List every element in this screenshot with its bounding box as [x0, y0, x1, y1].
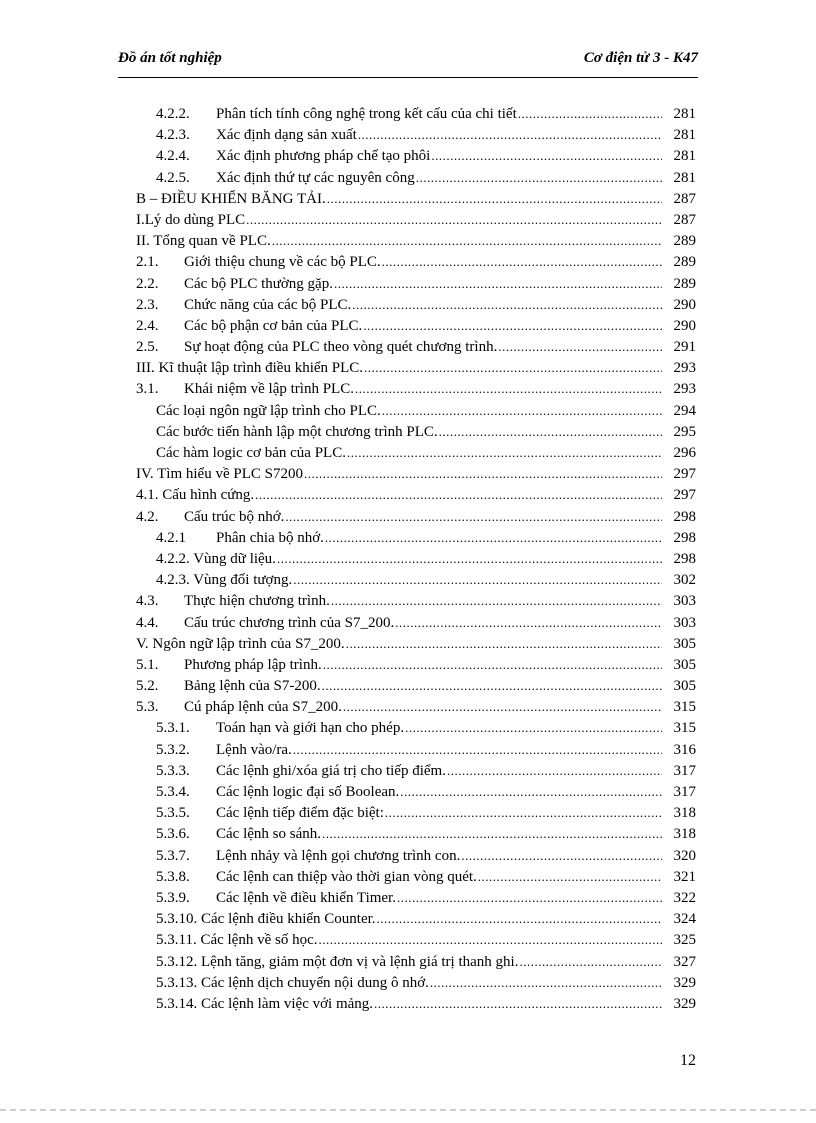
toc-entry-number: 2.4.	[136, 317, 159, 334]
toc-entry-title: III. Kĩ thuật lập trình điều khiển PLC.	[136, 360, 364, 377]
toc-entry	[136, 251, 696, 272]
toc-dot-leader	[346, 633, 662, 655]
toc-entry-title: Giới thiệu chung về các bộ PLC.	[184, 254, 381, 271]
toc-entry-title: II. Tổng quan về PLC.	[136, 233, 271, 250]
toc-entry-page: 305	[673, 635, 696, 652]
toc-entry-number: 2.2.	[136, 275, 159, 292]
toc-entry-page: 296	[673, 445, 696, 461]
page-header	[118, 50, 698, 74]
toc-entry-title: 4.2.3. Vùng đối tượng.	[156, 572, 293, 589]
toc-entry-page: 287	[673, 211, 696, 228]
toc-dot-leader	[395, 612, 662, 634]
toc-entry-title: IV. Tìm hiểu về PLC S7200	[136, 466, 303, 483]
toc-entry-number: 5.3.8.	[156, 868, 190, 885]
toc-dot-leader	[322, 675, 662, 697]
toc-entry-page: 320	[673, 847, 696, 864]
toc-entry-page: 297	[673, 466, 696, 483]
toc-entry-title: Phương pháp lập trình.	[184, 656, 322, 673]
toc-entry	[136, 230, 696, 251]
toc-entry-number: 4.2.2.	[156, 106, 190, 122]
toc-entry-title: Xác định phương pháp chế tạo phôi	[216, 148, 431, 165]
toc-dot-leader	[518, 103, 662, 125]
toc-entry	[136, 696, 696, 717]
toc-entry-title: 5.3.11. Các lệnh về số học.	[156, 932, 318, 949]
toc-entry	[136, 124, 696, 145]
toc-entry-page: 290	[673, 317, 696, 334]
toc-entry	[136, 866, 696, 887]
toc-entry	[136, 188, 696, 209]
toc-entry	[136, 590, 696, 611]
toc-entry-title: Các lệnh về điều khiển Timer.	[216, 889, 396, 906]
toc-entry	[136, 145, 696, 166]
toc-dot-leader	[400, 781, 662, 803]
toc-entry-page: 298	[673, 529, 696, 546]
toc-entry-page: 316	[673, 741, 696, 758]
toc-dot-leader	[519, 951, 662, 973]
toc-entry	[136, 400, 696, 421]
toc-entry	[136, 463, 696, 484]
toc-entry-title: I.Lý do dùng PLC	[136, 211, 246, 228]
toc-entry-title: Chức năng của các bộ PLC.	[184, 296, 352, 313]
toc-entry	[136, 527, 696, 548]
toc-entry	[136, 972, 696, 993]
toc-entry	[136, 506, 696, 527]
toc-entry-title: Các bộ phận cơ bản của PLC.	[184, 317, 363, 334]
toc-entry-title: B – ĐIỀU KHIỂN BĂNG TẢI.	[136, 190, 326, 207]
toc-entry-title: Lệnh nhảy và lệnh gọi chương trình con.	[216, 847, 461, 864]
toc-entry-title: V. Ngôn ngữ lập trình của S7_200.	[136, 635, 345, 652]
toc-entry-page: 281	[673, 127, 696, 144]
toc-entry-number: 5.3.3.	[156, 762, 190, 779]
toc-entry-title: 5.3.12. Lệnh tăng, giảm một đơn vị và lệnh giá trị thanh ghi.	[156, 953, 519, 970]
toc-entry-number: 4.2.3.	[156, 127, 190, 144]
toc-entry	[136, 378, 696, 399]
toc-entry-title: Bảng lệnh của S7-200.	[184, 678, 321, 695]
toc-entry-page: 293	[673, 360, 696, 377]
toc-entry-title: Khái niệm về lập trình PLC.	[184, 381, 354, 398]
toc-dot-leader	[374, 993, 662, 1015]
toc-entry	[136, 421, 696, 442]
toc-dot-leader	[358, 124, 662, 146]
toc-entry-page: 315	[673, 699, 696, 716]
toc-entry	[136, 336, 696, 357]
toc-entry-title: Xác định dạng sản xuất	[216, 127, 357, 144]
toc-entry-title: Sự hoạt động của PLC theo vòng quét chương trình.	[184, 339, 498, 356]
toc-entry-number: 3.1.	[136, 381, 159, 398]
toc-entry-number: 5.3.2.	[156, 741, 190, 758]
toc-entry	[136, 675, 696, 696]
toc-entry-number: 5.3.4.	[156, 784, 190, 800]
toc-dot-leader	[430, 972, 662, 994]
toc-entry-title: Cú pháp lệnh của S7_200.	[184, 699, 342, 716]
toc-entry-page: 321	[673, 868, 696, 885]
toc-dot-leader	[327, 188, 662, 210]
toc-entry-title: 4.1. Cấu hình cứng.	[136, 487, 255, 504]
toc-entry-title: Các hàm logic cơ bản của PLC.	[156, 445, 346, 461]
toc-entry-number: 2.3.	[136, 296, 159, 313]
toc-entry	[136, 633, 696, 654]
toc-entry-title: Toán hạn và giới hạn cho phép.	[216, 720, 405, 737]
toc-dot-leader	[285, 506, 662, 528]
toc-entry-title: Các lệnh tiếp điểm đặc biệt:	[216, 805, 384, 822]
toc-entry-number: 5.3.7.	[156, 847, 190, 864]
toc-entry-title: Các lệnh so sánh.	[216, 826, 321, 843]
header-left-title: Đồ án tốt nghiệp	[118, 50, 222, 66]
toc-entry-title: Các lệnh logic đại số Boolean.	[216, 784, 400, 800]
toc-dot-leader	[323, 654, 662, 676]
toc-entry-page: 295	[673, 423, 696, 440]
toc-dot-leader	[416, 167, 662, 189]
toc-entry-number: 5.2.	[136, 678, 159, 695]
toc-entry-title: Xác định thứ tự các nguyên công	[216, 169, 415, 186]
toc-entry	[136, 739, 696, 760]
toc-dot-leader	[382, 251, 662, 273]
toc-dot-leader	[293, 569, 662, 591]
toc-dot-leader	[498, 336, 662, 358]
toc-dot-leader	[272, 230, 662, 252]
toc-dot-leader	[325, 527, 662, 549]
toc-entry-title: Các lệnh can thiệp vào thời gian vòng quét.	[216, 868, 477, 885]
toc-entry	[136, 845, 696, 866]
toc-entry	[136, 209, 696, 230]
toc-dot-leader	[364, 357, 662, 379]
toc-dot-leader	[352, 294, 662, 316]
toc-entry-page: 303	[673, 593, 696, 610]
toc-entry	[136, 569, 696, 590]
toc-entry	[136, 273, 696, 294]
toc-dot-leader	[334, 273, 662, 295]
toc-entry-title: Cấu trúc bộ nhớ.	[184, 508, 285, 525]
toc-entry	[136, 294, 696, 315]
toc-entry	[136, 442, 696, 463]
toc-entry-page: 298	[673, 550, 696, 567]
page-number: 12	[680, 1052, 696, 1069]
toc-entry	[136, 802, 696, 823]
toc-entry-page: 317	[673, 784, 696, 800]
toc-dot-leader	[439, 421, 662, 443]
toc-entry	[136, 612, 696, 633]
toc-entry-number: 4.2.4.	[156, 148, 190, 165]
toc-entry-page: 318	[673, 826, 696, 843]
toc-entry-title: Các loại ngôn ngữ lập trình cho PLC.	[156, 402, 381, 419]
toc-entry-page: 287	[673, 190, 696, 207]
toc-entry-title: 5.3.13. Các lệnh dịch chuyển nội dung ô nhớ.	[156, 974, 429, 991]
toc-entry-title: Các bước tiến hành lập một chương trình PLC.	[156, 423, 438, 440]
toc-entry	[136, 823, 696, 844]
toc-entry-number: 2.1.	[136, 254, 159, 271]
toc-dot-leader	[347, 442, 662, 464]
toc-entry-title: Các bộ PLC thường gặp.	[184, 275, 333, 292]
toc-entry-page: 325	[673, 932, 696, 949]
toc-entry-title: 4.2.2. Vùng dữ liệu.	[156, 550, 276, 567]
toc-entry-number: 4.2.5.	[156, 169, 190, 186]
toc-entry-page: 317	[673, 762, 696, 779]
toc-dot-leader	[293, 739, 662, 761]
toc-dot-leader	[382, 400, 662, 422]
toc-entry-number: 5.3.5.	[156, 805, 190, 822]
toc-entry	[136, 929, 696, 950]
toc-entry	[136, 103, 696, 124]
toc-entry-title: Lệnh vào/ra.	[216, 741, 292, 758]
toc-entry-page: 289	[673, 254, 696, 271]
toc-entry	[136, 717, 696, 738]
toc-dot-leader	[405, 717, 662, 739]
toc-entry-title: Thực hiện chương trình.	[184, 593, 330, 610]
toc-entry-page: 305	[673, 678, 696, 695]
header-right-title: Cơ điện tử 3 - K47	[583, 50, 698, 66]
toc-dot-leader	[246, 209, 662, 231]
toc-entry-number: 5.1.	[136, 656, 159, 673]
toc-entry	[136, 548, 696, 569]
toc-dot-leader	[319, 929, 663, 951]
toc-entry-page: 281	[673, 148, 696, 165]
toc-entry-number: 5.3.	[136, 699, 159, 716]
toc-entry	[136, 484, 696, 505]
toc-dot-leader	[255, 484, 662, 506]
toc-entry-page: 305	[673, 656, 696, 673]
toc-entry	[136, 760, 696, 781]
toc-entry-number: 4.3.	[136, 593, 159, 610]
toc-dot-leader	[331, 590, 662, 612]
toc-entry-page: 329	[673, 995, 696, 1012]
toc-dot-leader	[343, 696, 662, 718]
toc-dot-leader	[304, 463, 662, 485]
toc-entry-page: 303	[673, 614, 696, 631]
toc-dot-leader	[431, 145, 662, 167]
toc-entry	[136, 887, 696, 908]
toc-entry-title: 5.3.10. Các lệnh điều khiển Counter.	[156, 911, 376, 928]
toc-entry-page: 297	[673, 487, 696, 504]
toc-entry-page: 318	[673, 805, 696, 822]
toc-entry	[136, 654, 696, 675]
toc-entry-page: 281	[673, 169, 696, 186]
toc-entry	[136, 357, 696, 378]
toc-dot-leader	[277, 548, 662, 570]
toc-entry-page: 302	[673, 572, 696, 589]
toc-entry	[136, 993, 696, 1014]
toc-entry-page: 322	[673, 889, 696, 906]
toc-entry	[136, 167, 696, 188]
toc-entry-page: 324	[673, 911, 696, 928]
toc-entry-page: 329	[673, 974, 696, 991]
toc-entry-title: 5.3.14. Các lệnh làm việc với mảng.	[156, 995, 374, 1012]
toc-entry-page: 289	[673, 275, 696, 292]
toc-entry-number: 4.2.	[136, 508, 159, 525]
toc-entry	[136, 781, 696, 802]
toc-entry-title: Phân tích tính công nghệ trong kết cấu của chi tiết	[216, 106, 517, 122]
toc-dot-leader	[377, 908, 662, 930]
toc-dot-leader	[322, 823, 662, 845]
toc-dot-leader	[447, 760, 662, 782]
toc-entry-number: 5.3.6.	[156, 826, 190, 843]
toc-entry-number: 5.3.9.	[156, 889, 190, 906]
toc-dot-leader	[355, 378, 662, 400]
toc-entry-page: 289	[673, 233, 696, 250]
toc-entry-number: 4.2.1	[156, 529, 186, 546]
toc-dot-leader	[363, 315, 662, 337]
toc-dot-leader	[397, 887, 662, 909]
toc-entry-page: 315	[673, 720, 696, 737]
toc-entry-page: 281	[673, 106, 696, 122]
table-of-contents	[136, 103, 696, 1014]
toc-dot-leader	[461, 845, 662, 867]
toc-entry-page: 291	[673, 339, 696, 356]
page-break-divider	[0, 1109, 816, 1111]
toc-entry	[136, 315, 696, 336]
toc-entry-page: 290	[673, 296, 696, 313]
toc-entry-number: 4.4.	[136, 614, 159, 631]
toc-entry-title: Phân chia bộ nhớ.	[216, 529, 324, 546]
toc-entry-title: Các lệnh ghi/xóa giá trị cho tiếp điểm.	[216, 762, 446, 779]
toc-dot-leader	[385, 802, 662, 824]
toc-entry	[136, 951, 696, 972]
toc-entry-page: 298	[673, 508, 696, 525]
toc-entry-title: Cấu trúc chương trình của S7_200.	[184, 614, 395, 631]
toc-entry-page: 294	[673, 402, 696, 419]
toc-entry-page: 327	[673, 953, 696, 970]
toc-entry	[136, 908, 696, 929]
header-divider	[118, 77, 698, 78]
toc-entry-page: 293	[673, 381, 696, 398]
toc-dot-leader	[478, 866, 662, 888]
toc-entry-number: 2.5.	[136, 339, 159, 356]
toc-entry-number: 5.3.1.	[156, 720, 190, 737]
